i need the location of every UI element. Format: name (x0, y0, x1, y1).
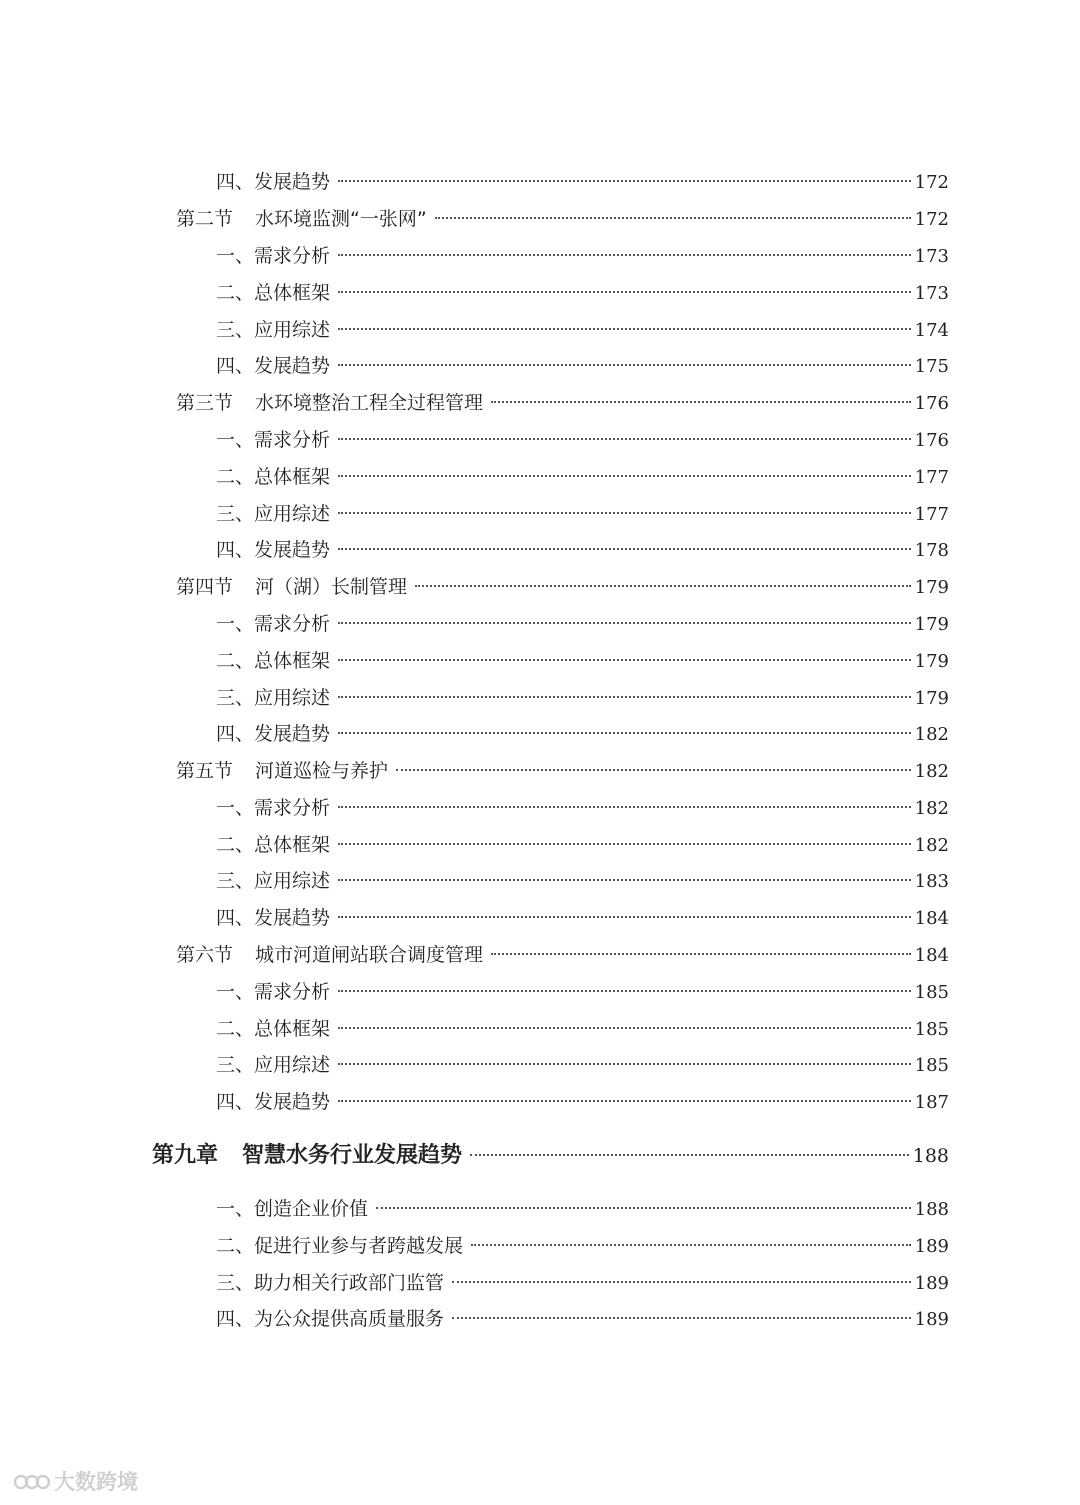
toc-entry-label: 一、需求分析 (216, 981, 331, 1003)
dot-leader (435, 216, 911, 219)
dot-leader (338, 1026, 911, 1029)
section-number: 第四节 (176, 576, 234, 598)
dot-leader (338, 253, 911, 256)
toc-page-number: 173 (914, 283, 949, 304)
toc-entry (216, 793, 949, 823)
toc-entry (216, 1304, 949, 1334)
chapter-title: 智慧水务行业发展趋势 (242, 1142, 463, 1168)
toc-page-number: 172 (914, 209, 949, 230)
toc-page-number: 184 (914, 908, 949, 929)
toc-entry (216, 1231, 949, 1261)
toc-entry (216, 462, 949, 492)
toc-entry-label: 四、发展趋势 (216, 539, 331, 561)
dot-leader (338, 511, 911, 514)
toc-page-number: 179 (914, 614, 949, 635)
toc-page-number: 185 (914, 982, 949, 1003)
toc-page-number: 185 (914, 1019, 949, 1040)
chapter-number: 第九章 (152, 1142, 219, 1168)
toc-entry (216, 241, 949, 271)
dot-leader (338, 695, 911, 698)
toc-entry-label: 三、助力相关行政部门监管 (216, 1272, 445, 1294)
toc-page-number: 175 (914, 356, 949, 377)
toc-page-number: 179 (914, 577, 949, 598)
dot-leader (491, 952, 911, 955)
dot-leader (338, 327, 911, 330)
toc-page-number: 179 (914, 688, 949, 709)
toc-page-number: 183 (914, 871, 949, 892)
dot-leader (452, 1280, 911, 1283)
section-number: 第五节 (176, 760, 234, 782)
toc-chapter-heading (152, 1137, 949, 1173)
dot-leader (338, 878, 911, 881)
section-number: 第三节 (176, 392, 234, 414)
toc-entry-label: 一、需求分析 (216, 613, 331, 635)
section-number: 第二节 (176, 208, 234, 230)
toc-entry (216, 1087, 949, 1117)
toc-page-number: 182 (914, 835, 949, 856)
toc-page-number: 185 (914, 1055, 949, 1076)
dot-leader (338, 547, 911, 550)
section-title: 河道巡检与养护 (255, 760, 389, 782)
toc-entry-label: 一、需求分析 (216, 245, 331, 267)
dot-leader (338, 179, 911, 182)
toc-entry (216, 315, 949, 345)
toc-entry-label: 二、总体框架 (216, 282, 331, 304)
dot-leader (338, 474, 911, 477)
watermark-text: 大数跨境 (54, 1470, 138, 1494)
section-title: 河（湖）长制管理 (255, 576, 408, 598)
toc-entry-label: 三、应用综述 (216, 687, 331, 709)
dot-leader (338, 915, 911, 918)
dot-leader (338, 1099, 911, 1102)
toc-entry (216, 1194, 949, 1224)
dot-leader (338, 731, 911, 734)
toc-entry-label: 四、发展趋势 (216, 907, 331, 929)
toc-page-number: 176 (914, 393, 949, 414)
toc-entry (216, 719, 949, 749)
dot-leader (338, 842, 911, 845)
toc-section-heading (176, 204, 949, 234)
toc-section-heading (176, 940, 949, 970)
toc-page-number: 177 (914, 467, 949, 488)
toc-page-number: 189 (914, 1236, 949, 1257)
toc-entry-label: 三、应用综述 (216, 1054, 331, 1076)
dot-leader (338, 1062, 911, 1065)
toc-section-heading (176, 388, 949, 418)
toc-section-heading (176, 756, 949, 786)
toc-entry-label: 三、应用综述 (216, 870, 331, 892)
toc-entry (216, 535, 949, 565)
toc-entry (216, 609, 949, 639)
toc-entry-label: 三、应用综述 (216, 319, 331, 341)
toc-entry-label: 三、应用综述 (216, 503, 331, 525)
toc-entry (216, 683, 949, 713)
dot-leader (338, 805, 911, 808)
section-number: 第六节 (176, 944, 234, 966)
toc-entry (216, 830, 949, 860)
toc-entry-label: 二、总体框架 (216, 1018, 331, 1040)
toc-page-number: 174 (914, 320, 949, 341)
toc-entry-label: 一、创造企业价值 (216, 1198, 369, 1220)
dot-leader (338, 437, 911, 440)
toc-entry-label: 二、总体框架 (216, 834, 331, 856)
toc-entry (216, 351, 949, 381)
watermark (14, 1466, 138, 1496)
dot-leader (338, 658, 911, 661)
toc-page-number: 172 (914, 172, 949, 193)
toc-entry (216, 866, 949, 896)
toc-entry (216, 278, 949, 308)
toc-page-number: 182 (914, 724, 949, 745)
toc-entry-label: 四、发展趋势 (216, 723, 331, 745)
dot-leader (338, 290, 911, 293)
toc-entry-label: 二、总体框架 (216, 466, 331, 488)
toc-entry-label: 四、为公众提供高质量服务 (216, 1308, 445, 1330)
section-title: 城市河道闸站联合调度管理 (255, 944, 484, 966)
dot-leader (338, 621, 911, 624)
toc-entry-label: 一、需求分析 (216, 429, 331, 451)
toc-entry (216, 646, 949, 676)
toc-entry (216, 1050, 949, 1080)
toc-entry-label: 四、发展趋势 (216, 1091, 331, 1113)
dot-leader (470, 1153, 909, 1156)
toc-entry-label: 二、促进行业参与者跨越发展 (216, 1235, 464, 1257)
toc-page-number: 176 (914, 430, 949, 451)
toc-entry (216, 499, 949, 529)
toc-page-number: 187 (914, 1092, 949, 1113)
toc-page-number: 179 (914, 651, 949, 672)
dot-leader (491, 400, 911, 403)
dot-leader (415, 584, 911, 587)
toc-page-number: 177 (914, 504, 949, 525)
dot-leader (338, 989, 911, 992)
toc-page-number: 189 (914, 1309, 949, 1330)
toc-entry (216, 903, 949, 933)
toc-page-number: 184 (914, 945, 949, 966)
toc-page-number: 188 (912, 1145, 949, 1167)
toc-entry-label: 四、发展趋势 (216, 355, 331, 377)
toc-entry-label: 一、需求分析 (216, 797, 331, 819)
toc-entry (216, 977, 949, 1007)
section-title: 水环境整治工程全过程管理 (255, 392, 484, 414)
toc-page-number: 173 (914, 246, 949, 267)
toc-entry-label: 二、总体框架 (216, 650, 331, 672)
toc-section-heading (176, 572, 949, 602)
dot-leader (338, 363, 911, 366)
toc-entry (216, 425, 949, 455)
dot-leader (396, 768, 911, 771)
toc-entry-label: 四、发展趋势 (216, 171, 331, 193)
dot-leader (471, 1243, 911, 1246)
toc-entry (216, 1268, 949, 1298)
toc-page-number: 188 (914, 1199, 949, 1220)
brand-logo-icon (14, 1470, 50, 1492)
toc-entry (216, 167, 949, 197)
dot-leader (376, 1206, 911, 1209)
toc-page-number: 189 (914, 1273, 949, 1294)
toc-page-number: 182 (914, 761, 949, 782)
section-title: 水环境监测“一张网” (255, 208, 427, 230)
toc-page-number: 178 (914, 540, 949, 561)
toc-page-number: 182 (914, 798, 949, 819)
toc-entry (216, 1014, 949, 1044)
dot-leader (452, 1316, 911, 1319)
